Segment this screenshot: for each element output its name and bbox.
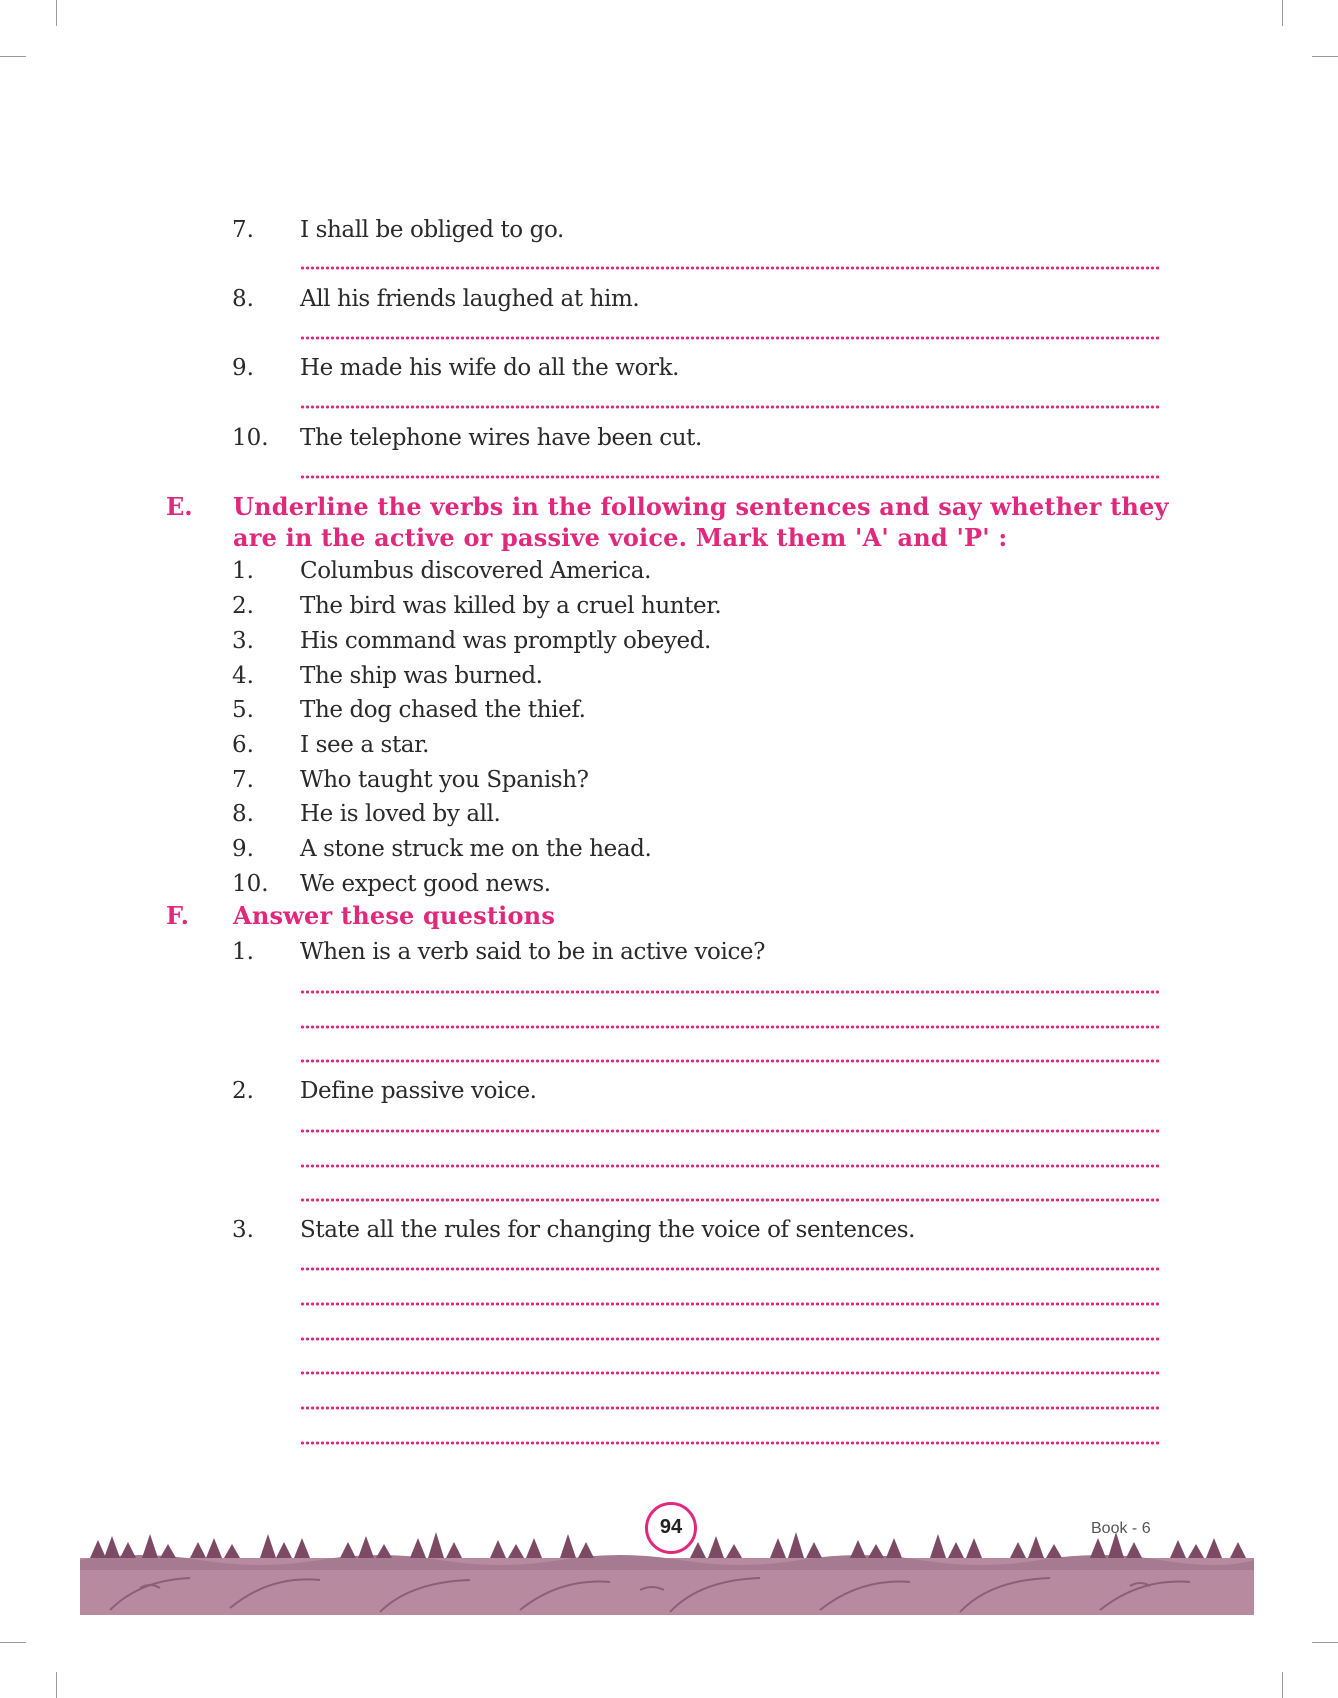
question-text: When is a verb said to be in active voice? [300, 939, 766, 965]
item-text[interactable]: The bird was killed by a cruel hunter. [300, 593, 722, 619]
answer-line[interactable] [300, 1371, 1160, 1375]
page-number-badge: 94 [645, 1502, 697, 1554]
list-item [0, 763, 1338, 797]
item-text: I shall be obliged to go. [300, 217, 564, 243]
list-item [0, 624, 1338, 658]
section-f-letter: F. [166, 901, 189, 930]
item-text: All his friends laughed at him. [300, 286, 640, 312]
item-number: 1. [232, 558, 254, 584]
book-label: Book - 6 [1091, 1520, 1151, 1537]
rewrite-item [0, 213, 1338, 247]
question-item [0, 1074, 1338, 1108]
list-item [0, 693, 1338, 727]
rewrite-item [0, 282, 1338, 316]
rewrite-item [0, 421, 1338, 455]
answer-line[interactable] [300, 1059, 1160, 1063]
question-number: 1. [232, 939, 254, 965]
answer-line[interactable] [300, 1164, 1160, 1168]
item-text[interactable]: A stone struck me on the head. [300, 836, 652, 862]
question-number: 3. [232, 1217, 254, 1243]
item-number: 6. [232, 732, 254, 758]
item-text[interactable]: His command was promptly obeyed. [300, 628, 711, 654]
item-number: 4. [232, 663, 254, 689]
item-text[interactable]: The ship was burned. [300, 663, 543, 689]
item-number: 8. [232, 286, 254, 312]
list-item [0, 659, 1338, 693]
answer-line[interactable] [300, 990, 1160, 994]
section-f-title: Answer these questions [233, 901, 556, 930]
answer-line[interactable] [300, 336, 1160, 340]
item-number: 3. [232, 628, 254, 654]
question-item [0, 935, 1338, 969]
item-text: The telephone wires have been cut. [300, 425, 702, 451]
item-number: 9. [232, 355, 254, 381]
answer-line[interactable] [300, 1025, 1160, 1029]
item-number: 5. [232, 697, 254, 723]
item-text[interactable]: I see a star. [300, 732, 430, 758]
item-text[interactable]: We expect good news. [300, 871, 551, 897]
question-text: State all the rules for changing the voice of sentences. [300, 1217, 916, 1243]
question-item [0, 1213, 1338, 1247]
item-number: 10. [232, 871, 269, 897]
item-text[interactable]: Columbus discovered America. [300, 558, 652, 584]
answer-line[interactable] [300, 1302, 1160, 1306]
answer-line[interactable] [300, 266, 1160, 270]
answer-line[interactable] [300, 1198, 1160, 1202]
rewrite-item [0, 351, 1338, 385]
list-item [0, 867, 1338, 901]
answer-line[interactable] [300, 475, 1160, 479]
question-number: 2. [232, 1078, 254, 1104]
answer-line[interactable] [300, 1129, 1160, 1133]
list-item [0, 797, 1338, 831]
section-e-title: Underline the verbs in the following sentences and say whether they are in the active or passive voice. Mark them 'A' and 'P' : [233, 492, 1169, 552]
question-text: Define passive voice. [300, 1078, 537, 1104]
item-number: 9. [232, 836, 254, 862]
answer-line[interactable] [300, 1267, 1160, 1271]
list-item [0, 554, 1338, 588]
item-text[interactable]: The dog chased the thief. [300, 697, 586, 723]
item-text[interactable]: He is loved by all. [300, 801, 501, 827]
item-number: 8. [232, 801, 254, 827]
list-item [0, 728, 1338, 762]
answer-line[interactable] [300, 1406, 1160, 1410]
answer-line[interactable] [300, 405, 1160, 409]
item-text: He made his wife do all the work. [300, 355, 680, 381]
item-number: 2. [232, 593, 254, 619]
answer-line[interactable] [300, 1441, 1160, 1445]
item-number: 10. [232, 425, 269, 451]
item-number: 7. [232, 767, 254, 793]
item-number: 7. [232, 217, 254, 243]
section-e-letter: E. [166, 492, 193, 521]
answer-line[interactable] [300, 1337, 1160, 1341]
list-item [0, 832, 1338, 866]
list-item [0, 589, 1338, 623]
item-text[interactable]: Who taught you Spanish? [300, 767, 589, 793]
